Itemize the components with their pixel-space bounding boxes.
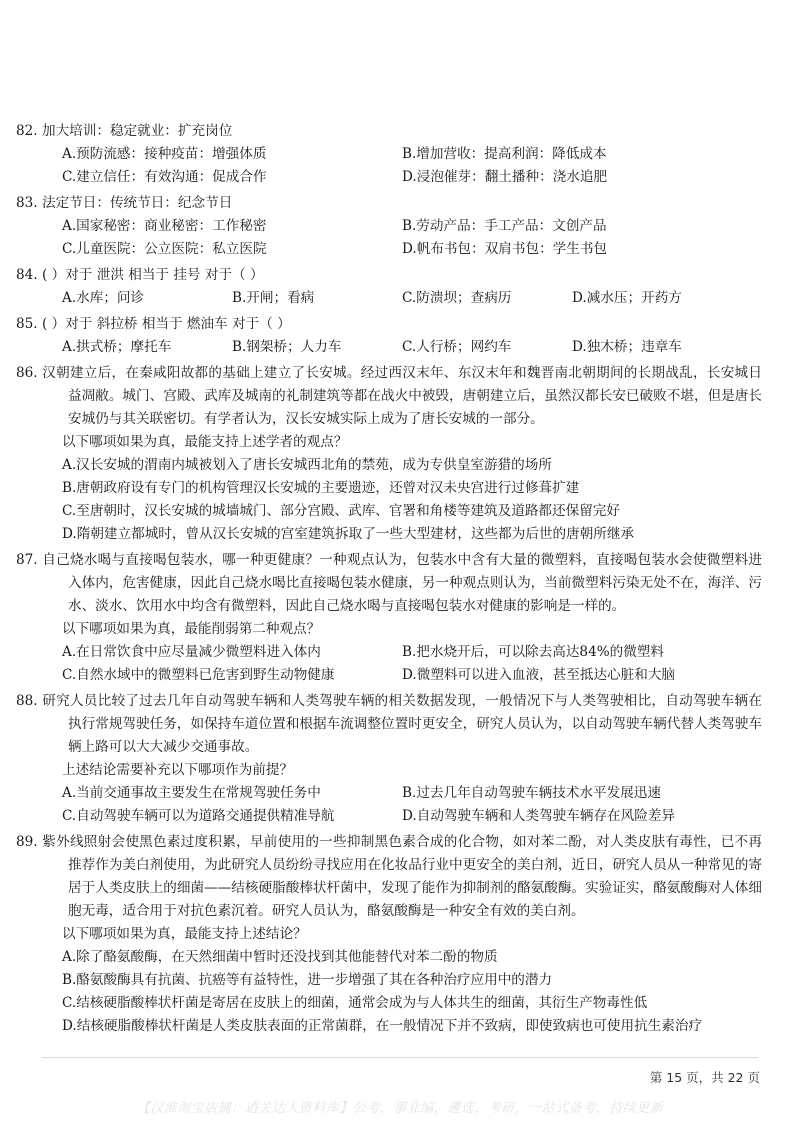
answer-option: A.汉长安城的渭南内城被划入了唐长安城西北角的禁苑，成为专供皇室游猎的场所	[62, 457, 552, 473]
answer-option: C.防溃坝；查病历	[402, 290, 512, 306]
question-block	[16, 690, 762, 828]
question-text: 自己烧水喝与直接喝包装水，哪一种更健康？一种观点认为，包装水中含有大量的微塑料，直接喝包装水会使微塑料进入体内，危害健康，因此自己烧水喝比直接喝包装水健康，另一种观点则认为，当前微塑料污染无处不在，海洋、污水、淡水、饮用水中均含有微塑料，因此自己烧水喝与直接喝包装水对健康的影响是一样的。	[42, 552, 762, 614]
question-stem: 84. ( ）对于 泄洪 相当于 挂号 对于（ ）	[16, 267, 264, 283]
question-text: 研究人员比较了过去几年自动驾驶车辆和人类驾驶车辆的相关数据发现，一般情况下与人类驾驶相比，自动驾驶车辆在执行常规驾驶任务，如保持车道位置和根据车流调整位置时更安全，研究人员认为，以自动驾驶车辆代替人类驾驶车辆上路可以大大减少交通事故。	[42, 693, 762, 755]
option-group	[42, 641, 762, 687]
question-block	[16, 831, 762, 1038]
answer-option: C.儿童医院：公立医院：私立医院	[62, 241, 267, 257]
option-group	[42, 287, 762, 310]
question-stem: 85. ( ）对于 斜拉桥 相当于 燃油车 对于（ ）	[16, 316, 291, 332]
question-block	[16, 192, 762, 261]
answer-option: D.独木桥；违章车	[572, 339, 682, 355]
page-number: 第 15 页，共 22 页	[649, 1070, 760, 1085]
answer-option: C.人行桥；网约车	[402, 339, 512, 355]
answer-option: A.水库；问诊	[62, 290, 145, 306]
question-stem: 82. 加大培训：稳定就业：扩充岗位	[16, 123, 233, 139]
option-group	[42, 336, 762, 359]
answer-option: A.除了酪氨酸酶，在天然细菌中暂时还没找到其他能替代对苯二酚的物质	[62, 949, 498, 965]
option-group	[42, 143, 762, 189]
question-text: 汉朝建立后，在秦咸阳故都的基础上建立了长安城。经过西汉末年、东汉末年和魏晋南北朝期间的长期战乱，长安城日益凋敝。城门、宫殿、武库及城南的礼制建筑等都在战火中被毁，唐朝建立后，虽然汉都长安已破败不堪，但是唐长安城仍与其关联密切。有学者认为，汉长安城实际上成为了唐长安城的一部分。	[42, 365, 762, 427]
answer-option: B.把水烧开后，可以除去高达84%的微塑料	[402, 644, 665, 660]
answer-option: C.自然水域中的微塑料已危害到野生动物健康	[62, 667, 335, 683]
answer-option: D.减水压；开药方	[572, 290, 682, 306]
answer-option: A.国家秘密：商业秘密：工作秘密	[62, 218, 267, 234]
question-list	[16, 120, 762, 1041]
option-group	[42, 782, 762, 828]
answer-option: B.过去几年自动驾驶车辆技术水平发展迅速	[402, 785, 661, 801]
question-block	[16, 120, 762, 189]
answer-option: A.当前交通事故主要发生在常规驾驶任务中	[62, 785, 321, 801]
answer-option: A.拱式桥；摩托车	[62, 339, 172, 355]
question-block	[16, 549, 762, 687]
option-group	[42, 454, 762, 546]
question-prompt: 以下哪项如果为真，最能支持上述学者的观点？	[62, 434, 348, 450]
question-stem: 88. 研究人员比较了过去几年自动驾驶车辆和人类驾驶车辆的相关数据发现，一般情况下与人类驾驶相比，自动驾驶车辆在执行常规驾驶任务，如保持车道位置和根据车流调整位置时更安全，研究人员认为，以自动驾驶车辆代替人类驾驶车辆上路可以大大减少交通事故。	[16, 693, 762, 755]
answer-option: A.在日常饮食中应尽量减少微塑料进入体内	[62, 644, 321, 660]
question-block	[16, 362, 762, 546]
question-stem: 89. 紫外线照射会使黑色素过度积累，早前使用的一些抑制黑色素合成的化合物，如对苯二酚，对人类皮肤有毒性，已不再推荐作为美白剂使用，为此研究人员纷纷寻找应用在化妆品行业中更安全的美白剂，近日，研究人员从一种常见的寄居于人类皮肤上的细菌——结核硬脂酸棒状杆菌中，发现了能作为抑制剂的酪氨酸酶。实验证实，酪氨酸酶对人体细胞无毒，适合用于对抗色素沉着。研究人员认为，酪氨酸酶是一种安全有效的美白剂。	[16, 834, 762, 919]
answer-option: D.结核硬脂酸棒状杆菌是人类皮肤表面的正常菌群，在一般情况下并不致病，即使致病也可使用抗生素治疗	[62, 1018, 703, 1034]
answer-option: B.劳动产品：手工产品：文创产品	[402, 218, 607, 234]
question-stem: 86. 汉朝建立后，在秦咸阳故都的基础上建立了长安城。经过西汉末年、东汉末年和魏晋南北朝期间的长期战乱，长安城日益凋敝。城门、宫殿、武库及城南的礼制建筑等都在战火中被毁，唐朝建立后，虽然汉都长安已破败不堪，但是唐长安城仍与其关联密切。有学者认为，汉长安城实际上成为了唐长安城的一部分。	[16, 365, 762, 427]
answer-option: D.帆布书包：双肩书包：学生书包	[402, 241, 608, 257]
answer-option: D.自动驾驶车辆和人类驾驶车辆存在风险差异	[402, 808, 676, 824]
question-prompt: 以下哪项如果为真，最能支持上述结论？	[62, 926, 307, 942]
answer-option: C.建立信任：有效沟通：促成合作	[62, 169, 267, 185]
answer-option: B.酪氨酸酶具有抗菌、抗癌等有益特性，进一步增强了其在各种治疗应用中的潜力	[62, 972, 553, 988]
option-group	[42, 215, 762, 261]
answer-option: C.自动驾驶车辆可以为道路交通提供精准导航	[62, 808, 335, 824]
watermark-text: 【汉淮淘宝店铺：逍关达人资料库】公考，事业编，遴选，考研，一站式备考，持续更新	[136, 1101, 664, 1116]
question-prompt: 上述结论需要补充以下哪项作为前提？	[62, 762, 294, 778]
footer-divider	[42, 1057, 758, 1058]
answer-option: B.唐朝政府设有专门的机构管理汉长安城的主要遗迹，还曾对汉未央宫进行过修葺扩建	[62, 480, 580, 496]
option-group	[42, 946, 762, 1038]
question-text: ( ）对于 斜拉桥 相当于 燃油车 对于（ ）	[42, 316, 291, 332]
answer-option: D.微塑料可以进入血液，甚至抵达心脏和大脑	[402, 667, 676, 683]
answer-option: C.结核硬脂酸棒状杆菌是寄居在皮肤上的细菌，通常会成为与人体共生的细菌，其衍生产物毒性低	[62, 995, 648, 1011]
question-stem: 83. 法定节日：传统节日：纪念节日	[16, 195, 233, 211]
answer-option: C.至唐朝时，汉长安城的城墙城门、部分宫殿、武库、官署和角楼等建筑及道路都还保留完好	[62, 503, 620, 519]
question-block	[16, 264, 762, 310]
question-block	[16, 313, 762, 359]
answer-option: A.预防流感：接种疫苗：增强体质	[62, 146, 267, 162]
answer-option: B.增加营收：提高利润：降低成本	[402, 146, 607, 162]
question-stem: 87. 自己烧水喝与直接喝包装水，哪一种更健康？一种观点认为，包装水中含有大量的微塑料，直接喝包装水会使微塑料进入体内，危害健康，因此自己烧水喝比直接喝包装水健康，另一种观点则认为，当前微塑料污染无处不在，海洋、污水、淡水、饮用水中均含有微塑料，因此自己烧水喝与直接喝包装水对健康的影响是一样的。	[16, 552, 762, 614]
question-text: ( ）对于 泄洪 相当于 挂号 对于（ ）	[42, 267, 264, 283]
question-prompt: 以下哪项如果为真，最能削弱第二种观点？	[62, 621, 321, 637]
question-text: 紫外线照射会使黑色素过度积累，早前使用的一些抑制黑色素合成的化合物，如对苯二酚，对人类皮肤有毒性，已不再推荐作为美白剂使用，为此研究人员纷纷寻找应用在化妆品行业中更安全的美白剂，近日，研究人员从一种常见的寄居于人类皮肤上的细菌——结核硬脂酸棒状杆菌中，发现了能作为抑制剂的酪氨酸酶。实验证实，酪氨酸酶对人体细胞无毒，适合用于对抗色素沉着。研究人员认为，酪氨酸酶是一种安全有效的美白剂。	[42, 834, 762, 919]
question-text: 法定节日：传统节日：纪念节日	[42, 195, 233, 211]
question-text: 加大培训：稳定就业：扩充岗位	[42, 123, 233, 139]
answer-option: D.浸泡催芽：翻土播种：浇水追肥	[402, 169, 608, 185]
answer-option: B.开闸；看病	[232, 290, 315, 306]
answer-option: B.钢架桥；人力车	[232, 339, 342, 355]
answer-option: D.隋朝建立都城时，曾从汉长安城的宫室建筑拆取了一些大型建材，这些都为后世的唐朝所继承	[62, 526, 635, 542]
